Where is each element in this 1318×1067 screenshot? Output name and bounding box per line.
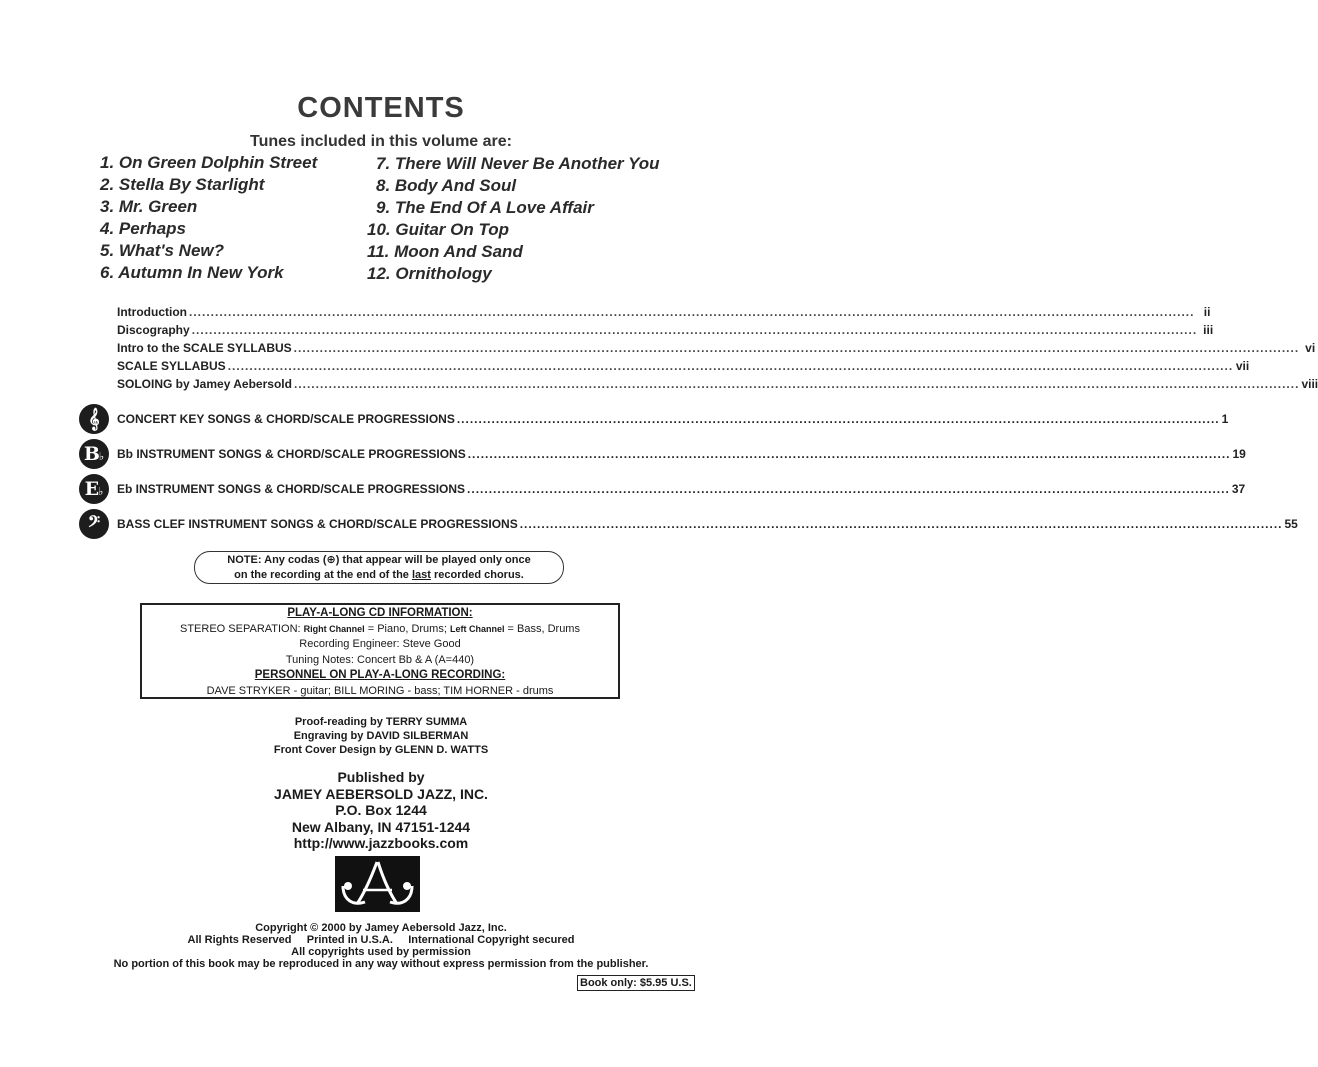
stereo-separation: STEREO SEPARATION: Right Channel = Piano, Drums; Left Channel = Bass, Drums [180, 622, 580, 635]
tune-item: 7. There Will Never Be Another You [376, 154, 660, 173]
treble-clef-icon [79, 404, 109, 434]
leader-dots [294, 341, 1299, 355]
tune-item: 5. What's New? [100, 241, 225, 260]
publisher-website[interactable]: http://www.jazzbooks.com [293, 835, 469, 851]
toc-label: SOLOING by Jamey Aebersold [117, 377, 292, 391]
tune-item: 12. Ornithology [367, 264, 492, 283]
section-bass-clef[interactable] [79, 508, 1298, 540]
section-bb-instrument[interactable] [79, 438, 1246, 470]
copyright-line: Copyright © 2000 by Jamey Aebersold Jazz, Inc. [255, 922, 507, 934]
leader-dots [228, 359, 1233, 373]
logo-mark-icon [335, 856, 420, 912]
toc-label: Intro to the SCALE SYLLABUS [117, 341, 292, 355]
tune-item: 8. Body And Soul [376, 176, 517, 195]
bass-clef-icon [79, 509, 109, 539]
credit-line: Engraving by DAVID SILBERMAN [293, 730, 469, 742]
toc-front-matter [117, 305, 1318, 395]
section-concert-key[interactable] [79, 403, 1229, 435]
tune-item: 4. Perhaps [100, 219, 186, 238]
note-line-1: NOTE: Any codas (⊕) that appear will be played only once [227, 554, 531, 566]
page-subtitle: Tunes included in this volume are: [250, 133, 512, 150]
publisher-info [0, 769, 762, 852]
tune-item: 3. Mr. Green [100, 197, 198, 216]
section-label: BASS CLEF INSTRUMENT SONGS & CHORD/SCALE PROGRESSIONS [117, 517, 518, 531]
toc-row[interactable] [117, 341, 1316, 359]
tune-item: 2. Stella By Starlight [100, 175, 265, 194]
tune-item: 10. Guitar On Top [367, 220, 509, 239]
toc-label: SCALE SYLLABUS [117, 359, 226, 373]
bass-clef-glyph: 𝄢 [87, 513, 101, 535]
tune-item: 9. The End Of A Love Affair [376, 198, 594, 217]
price-label: Book only: $5.95 U.S. [577, 975, 695, 991]
publisher-logo [335, 856, 420, 912]
toc-page: viii [1301, 377, 1318, 391]
b-flat-icon [79, 439, 109, 469]
section-label: Eb INSTRUMENT SONGS & CHORD/SCALE PROGRESSIONS [117, 482, 466, 496]
leader-dots [520, 517, 1283, 531]
publisher-line: Published by [337, 769, 425, 785]
page-title: CONTENTS [297, 92, 465, 124]
publisher-city: New Albany, IN 47151-1244 [291, 818, 471, 835]
leader-dots [467, 482, 1230, 496]
tune-item: 11. Moon And Sand [367, 242, 523, 261]
toc-page: vi [1305, 341, 1316, 355]
e-flat-icon [79, 474, 109, 504]
treble-clef-glyph: 𝄞 [88, 408, 100, 430]
copyright-line: All Rights Reserved Printed in U.S.A. International Copyright secured [187, 934, 575, 946]
b-flat-glyph: B [83, 443, 100, 465]
note-underlined-word: last [411, 569, 431, 581]
leader-dots [189, 305, 1194, 319]
section-page: 1 [1221, 412, 1229, 426]
credit-line: Front Cover Design by GLENN D. WATTS [273, 744, 489, 756]
tuning-notes: Tuning Notes: Concert Bb & A (A=440) [285, 653, 475, 666]
leader-dots [457, 412, 1220, 426]
section-page: 37 [1231, 482, 1246, 496]
toc-row[interactable] [117, 323, 1214, 341]
cd-info-header: PLAY-A-LONG CD INFORMATION: [287, 607, 473, 619]
toc-page: iii [1203, 323, 1214, 337]
toc-label: Introduction [117, 305, 187, 319]
note-line-2: on the recording at the end of the last recorded chorus. [234, 569, 524, 581]
toc-page: vii [1235, 359, 1250, 373]
personnel-header: PERSONNEL ON PLAY-A-LONG RECORDING: [254, 669, 506, 681]
leader-dots [192, 323, 1197, 337]
section-label: Bb INSTRUMENT SONGS & CHORD/SCALE PROGRESSIONS [117, 447, 466, 461]
publisher-name: JAMEY AEBERSOLD JAZZ, INC. [274, 785, 488, 802]
toc-row[interactable] [117, 377, 1318, 395]
tune-item: 1. On Green Dolphin Street [100, 153, 318, 172]
section-label: CONCERT KEY SONGS & CHORD/SCALE PROGRESSIONS [117, 412, 455, 426]
toc-label: Discography [117, 323, 190, 337]
publisher-address: P.O. Box 1244 [335, 802, 427, 818]
credits [0, 715, 762, 757]
copyright-notice [0, 922, 762, 970]
flat-sign-glyph: ♭ [98, 449, 105, 463]
leader-dots [294, 377, 1299, 391]
section-page: 19 [1232, 447, 1246, 461]
credit-line: Proof-reading by TERRY SUMMA [294, 716, 468, 728]
recording-engineer: Recording Engineer: Steve Good [299, 638, 461, 650]
personnel-list: DAVE STRYKER - guitar; BILL MORING - bass; TIM HORNER - drums [206, 684, 554, 697]
toc-row[interactable] [117, 305, 1211, 323]
cd-info-box [140, 603, 620, 699]
coda-note [194, 551, 564, 584]
section-eb-instrument[interactable] [79, 473, 1246, 505]
toc-row[interactable] [117, 359, 1250, 377]
flat-sign-glyph: ♭ [98, 484, 104, 498]
toc-page: ii [1203, 305, 1211, 319]
copyright-line: All copyrights used by permission [291, 946, 471, 958]
leader-dots [468, 447, 1231, 461]
section-page: 55 [1284, 517, 1298, 531]
e-flat-glyph: E [84, 478, 100, 500]
tune-item: 6. Autumn In New York [100, 263, 284, 282]
copyright-line: No portion of this book may be reproduced in any way without express permission from the publisher. [113, 958, 649, 970]
